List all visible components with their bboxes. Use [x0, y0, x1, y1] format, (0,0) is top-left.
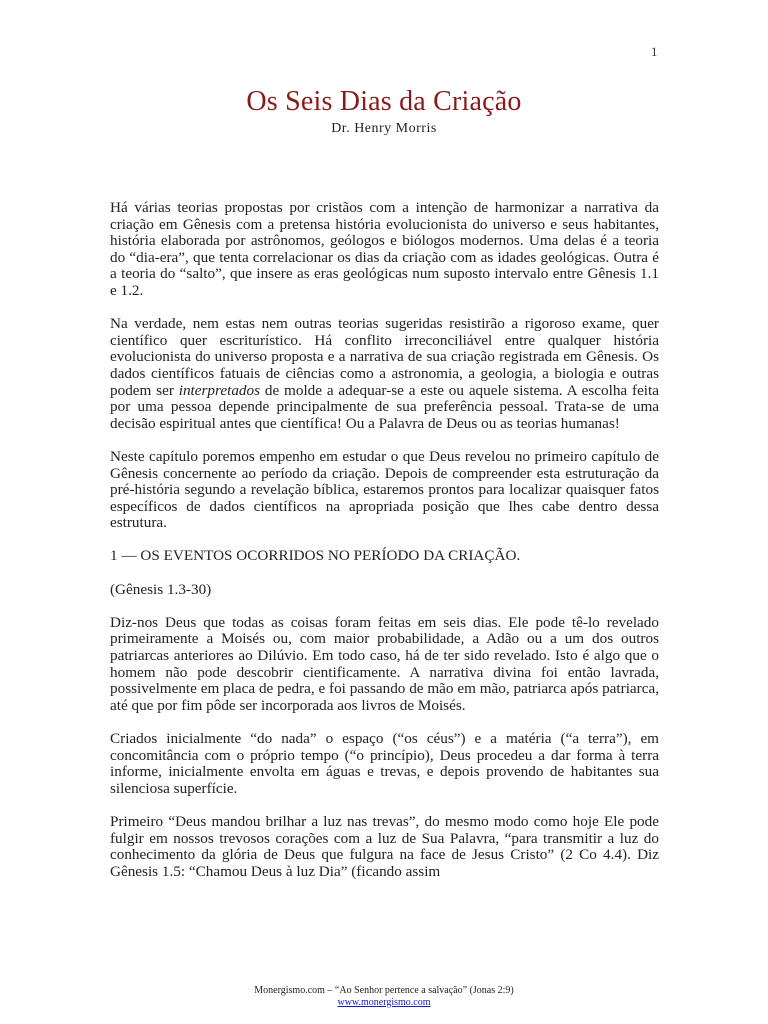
paragraph-2-part-1: Na verdade, nem estas nem outras teorias sugeridas resistirão a rigoroso exame, quer científico quer escriturístico. Há conflito irreconciliável entre qualquer história evolucionista do universo proposta e a narrativa de sua criação registrada em Gênesis. Os dados científicos fatuais de ciências como a astronomia, a geologia, a biologia e outras podem ser [110, 315, 659, 399]
page-number: 1 [651, 44, 658, 59]
footer-link[interactable]: www.monergismo.com [337, 997, 431, 1008]
paragraph-5: Criados inicialmente “do nada” o espaço (“os céus”) e a matéria (“a terra”), em concomitância com o próprio tempo (“o princípio), Deus procedeu a dar forma à terra informe, inicialmente envolta em águas e trevas, e depois provendo de habitantes sua silenciosa superfície. [110, 730, 659, 797]
paragraph-3: Neste capítulo poremos empenho em estudar o que Deus revelou no primeiro capítulo de Gênesis concernente ao período da criação. Depois de compreender esta estruturação da pré-história segundo a revelação bíblica, estaremos prontos para localizar quaisquer fatos específicos de dados científicos na apropriada posição que lhes cabe dentro dessa estrutura. [110, 447, 659, 532]
document-author: Dr. Henry Morris [331, 121, 437, 136]
paragraph-2-emphasis: interpretados [178, 381, 261, 399]
document-body [110, 200, 659, 897]
paragraph-4: Diz-nos Deus que todas as coisas foram feitas em seis dias. Ele pode tê-lo revelado primeiramente a Moisés ou, com maior probabilidade, a Adão ou a um dos outros patriarcas anteriores ao Dilúvio. Em todo caso, há de ter sido revelado. Isto é algo que o homem não pode descobrir cientificamente. A narrativa divina foi então lavrada, possivelmente em placa de pedra, e foi passando de mão em mão, patriarca após patriarca, até que por fim pôde ser incorporada aos livros de Moisés. [110, 613, 659, 714]
document-title: Os Seis Dias da Criação [246, 86, 522, 117]
scripture-reference: (Gênesis 1.3-30) [110, 580, 212, 598]
section-heading: 1 — OS EVENTOS OCORRIDOS NO PERÍODO DA CRIAÇÃO. [110, 547, 521, 565]
paragraph-2-part-2: de molde a adequar-se a este ou aquele sistema. A escolha feita por uma pessoa depende principalmente de sua preferência pessoal. Trata-se de uma decisão espiritual antes que científica! Ou a Palavra de Deus ou as teorias humanas! [110, 381, 659, 432]
page-footer [0, 985, 768, 1009]
paragraph-6: Primeiro “Deus mandou brilhar a luz nas trevas”, do mesmo modo como hoje Ele pode fulgir em nossos trevosos corações com a luz de Sua Palavra, “para transmitir a luz do conhecimento da glória de Deus que fulgura na face de Jesus Cristo” (2 Co 4.4). Diz Gênesis 1.5: “Chamou Deus à luz Dia” (ficando assim [110, 812, 659, 880]
paragraph-2 [110, 316, 659, 432]
paragraph-1: Há várias teorias propostas por cristãos com a intenção de harmonizar a narrativa da criação em Gênesis com a pretensa história evolucionista do universo e seus habitantes, história elaborada por astrônomos, geólogos e biólogos modernos. Uma delas é a teoria do “dia-era”, que tenta correlacionar os dias da criação com as idades geológicas. Outra é a teoria do “salto”, que insere as eras geológicas num suposto intervalo entre Gênesis 1.1 e 1.2. [110, 199, 659, 299]
footer-text: Monergismo.com – “Ao Senhor pertence a salvação” (Jonas 2:9) [254, 985, 514, 996]
